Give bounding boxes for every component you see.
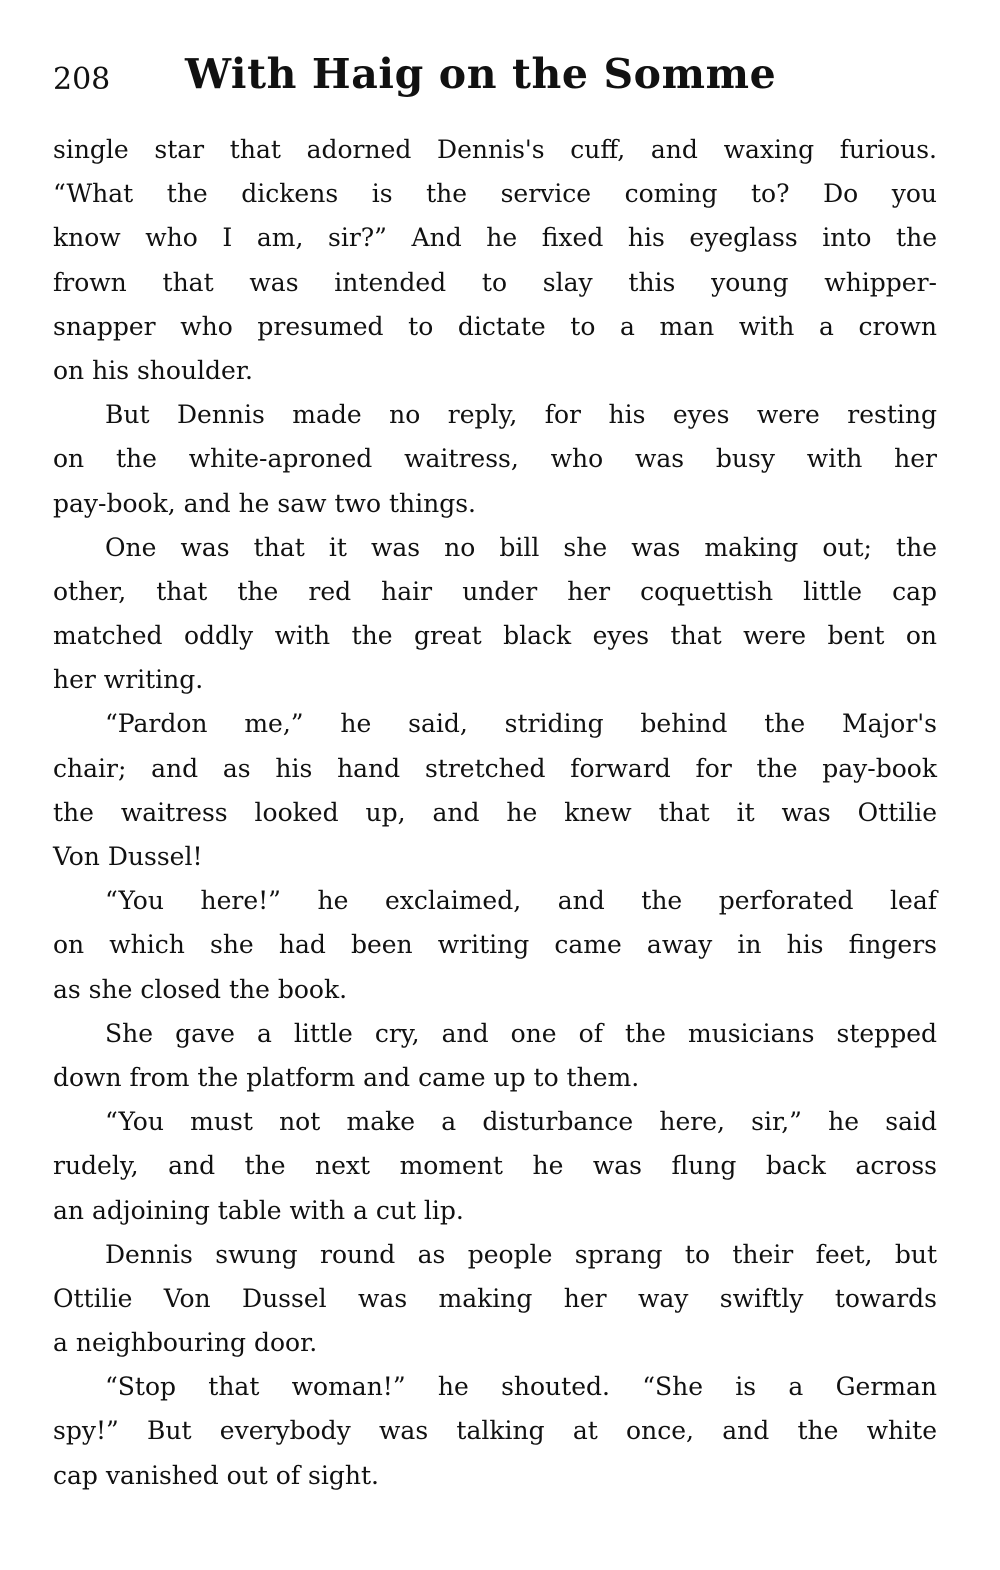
text-line: cap vanished out of sight. bbox=[53, 1460, 379, 1490]
paragraph-start-line: “Stop that woman!” he shouted. “She is a German bbox=[105, 1372, 937, 1402]
paragraph-start-line: One was that it was no bill she was making out; the bbox=[105, 532, 937, 562]
text-line: the waitress looked up, and he knew that it was Ottilie bbox=[53, 797, 937, 827]
paragraph-start-line: But Dennis made no reply, for his eyes were resting bbox=[105, 400, 937, 430]
paragraph-start-line: “Pardon me,” he said, striding behind the Major's bbox=[105, 709, 937, 739]
text-line: Ottilie Von Dussel was making her way swiftly towards bbox=[53, 1283, 937, 1313]
paragraph-start-line: Dennis swung round as people sprang to their feet, but bbox=[105, 1239, 937, 1269]
paragraph-start-line: “You must not make a disturbance here, sir,” he said bbox=[105, 1107, 937, 1137]
text-line: know who I am, sir?” And he fixed his eyeglass into the bbox=[53, 223, 937, 253]
text-line: spy!” But everybody was talking at once, and the white bbox=[53, 1416, 937, 1446]
text-line: a neighbouring door. bbox=[53, 1328, 318, 1358]
text-line: an adjoining table with a cut lip. bbox=[53, 1195, 464, 1225]
running-title: With Haig on the Somme bbox=[185, 50, 777, 98]
text-line: down from the platform and came up to them. bbox=[53, 1062, 640, 1092]
text-line: snapper who presumed to dictate to a man with a crown bbox=[53, 311, 937, 341]
text-line: single star that adorned Dennis's cuff, and waxing furious. bbox=[53, 135, 937, 164]
text-line: her writing. bbox=[53, 665, 204, 695]
text-line: on the white-aproned waitress, who was busy with her bbox=[53, 444, 937, 474]
text-line: chair; and as his hand stretched forward for the pay-book bbox=[53, 753, 937, 783]
text-line: as she closed the book. bbox=[53, 974, 348, 1004]
text-line: frown that was intended to slay this young whipper- bbox=[53, 267, 937, 297]
text-line: matched oddly with the great black eyes that were bent on bbox=[53, 621, 937, 651]
text-line: on his shoulder. bbox=[53, 355, 253, 385]
paragraph-start-line: She gave a little cry, and one of the musicians stepped bbox=[105, 1018, 937, 1048]
page-header bbox=[53, 50, 943, 110]
text-line: rudely, and the next moment he was flung back across bbox=[53, 1151, 937, 1181]
text-line: on which she had been writing came away in his fingers bbox=[53, 930, 937, 960]
body-text bbox=[53, 128, 937, 1498]
paragraph-start-line: “You here!” he exclaimed, and the perforated leaf bbox=[105, 886, 937, 916]
page-number: 208 bbox=[53, 62, 111, 97]
text-line: other, that the red hair under her coquettish little cap bbox=[53, 576, 937, 606]
text-line: Von Dussel! bbox=[53, 842, 203, 871]
text-line: “What the dickens is the service coming to? Do you bbox=[53, 179, 937, 209]
text-line: pay-book, and he saw two things. bbox=[53, 488, 476, 518]
